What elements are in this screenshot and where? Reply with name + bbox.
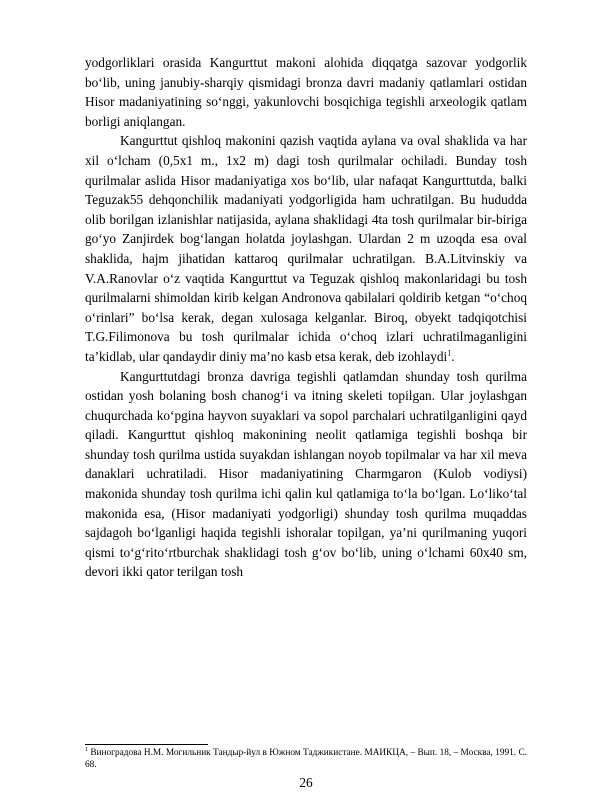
footnote-marker: 1 <box>85 746 88 753</box>
footnote-divider <box>85 744 208 745</box>
paragraph-1: yodgorliklari orasida Kangurttut makoni alohida diqqatga sazovar yodgorlik bo‘lib, uning janubiy-sharqiy qismidagi bronza davri madaniy qatlamlari ostidan Hisor madaniyatining so‘nggi, yakunlovchi bosqichiga tegishli arxeologik qatlam borligi aniqlangan. <box>85 55 527 129</box>
footnote-text: Виноградова Н.М. Могильник Тандыр-йул в Южном Таджикистане. МАИКЦА, – Вып. 18, – Москва, 1991. С. 68. <box>85 748 527 770</box>
paragraph-2: Kangurttut qishloq makonini qazish vaqtida aylana va oval shaklida va har xil o‘lcham (0,5x1 m., 1x2 m) dagi tosh qurilmalar ochiladi. Bunday tosh qurilmalar aslida Hisor madaniyatiga xos bo‘lib, ular nafaqat Kangurttutda, balki Teguzak55 dehqonchilik madaniyati yodgorligida ham uchratilgan. Bu hududda olib borilgan izlanishlar natijasida, aylana shaklidagi 4ta tosh qurilmalar bir-biriga go‘yo Zanjirdek bog‘langan holatda joylashgan. Ulardan 2 m uzoqda esa oval shaklida, hajm jihatidan kattaroq qurilmalar uchratilgan. B.A.Litvinskiy va V.A.Ranovlar o‘z vaqtida Kangurttut va Teguzak qishloq makonlaridagi bu tosh qurilmalarni shimoldan kirib kelgan Andronova qabilalari qoldirib ketgan “o‘choq o‘rinlari” bo‘lsa kerak, degan xulosaga kelganlar. Biroq, obyekt tadqiqotchisi T.G.Filimonova bu tosh qurilmalar ichida o‘choq izlari uchratilmaganligini ta’kidlab, ular qandaydir diniy ma’no kasb etsa kerak, deb izohlaydi$^1$. <box>85 133 527 364</box>
page-number: 26 <box>299 775 313 790</box>
paragraph-2-text: Kangurttut qishloq makonini qazish vaqtida aylana va oval shaklida va har xil o‘lcham (0,5x1 m., 1x2 m) dagi tosh qurilmalar ochiladi. Bunday tosh qurilmalar aslida Hisor madaniyatiga xos bo‘lib, ular nafaqat Kangurttutda, balki Teguzak55 dehqonchilik madaniyati yodgorligida ham uchratilgan. Bu hududda olib borilgan izlanishlar natijasida, aylana shaklidagi 4ta tosh qurilmalar bir-biriga go‘yo Zanjirdek bog‘langan holatda joylashgan. Ulardan 2 m uzoqda esa oval shaklida, hajm jihatidan kattaroq qurilmalar uchratilgan. B.A.Litvinskiy va V.A.Ranovlar o‘z vaqtida Kangurttut va Teguzak qishloq makonlaridagi bu tosh qurilmalarni shimoldan kirib kelgan Andronova qabilalari qoldirib ketgan “o‘choq o‘rinlari” bo‘lsa kerak, degan xulosaga kelganlar. Biroq, obyekt tadqiqotchisi T.G.Filimonova bu tosh qurilmalar ichida o‘choq izlari uchratilmaganligini ta’kidlab, ular qandaydir diniy ma’no kasb etsa kerak, deb izohlaydi <box>85 133 527 364</box>
footnote <box>85 747 527 771</box>
body-text <box>85 53 527 582</box>
paragraph-3: Kangurttutdagi bronza davriga tegishli qatlamdan shunday tosh qurilma ostidan yosh bolaning bosh chanog‘i va itning skeleti topilgan. Ular joylashgan chuqurchada ko‘pgina hayvon suyaklari va sopol parchalari uchratilganligini qayd qiladi. Kangurttut qishloq makonining neolit qatlamiga tegishli boshqa bir shunday tosh qurilma ustida suyakdan ishlangan noyob topilmalar va har xil meva danaklari uchratiladi. Hisor madaniyatining Charmgaron (Kulob vodiysi) makonida shunday tosh qurilma ichi qalin kul qatlamiga to‘la bo‘lgan. Lo‘liko‘tal makonida esa, (Hisor madaniyati yodgorligi) shunday tosh qurilma muqaddas sajdagoh bo‘lganligi haqida tegishli ishoralar topilgan, ya’ni qurilmaning yuqori qismi to‘g‘rito‘rtburchak shaklidagi tosh g‘ov bo‘lib, uning o‘lchami 60x40 sm, devori ikki qator terilgan tosh <box>85 368 527 580</box>
footnote-reference: 1 <box>447 348 452 358</box>
